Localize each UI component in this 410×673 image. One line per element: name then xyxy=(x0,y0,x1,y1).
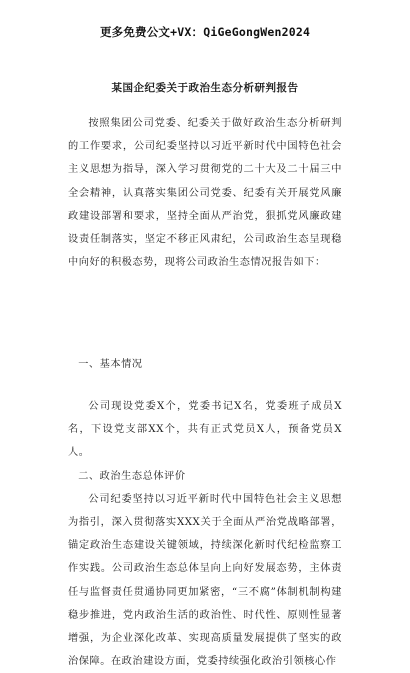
intro-section xyxy=(68,112,342,274)
document-title: 某国企纪委关于政治生态分析研判报告 xyxy=(111,82,299,94)
watermark-text: 更多免费公文+VX：QiGeGongWen2024 xyxy=(99,25,311,39)
evaluation-paragraph: 公司纪委坚持以习近平新时代中国特色社会主义思想为指引，深入贯彻落实XXX关于全面从严治党战略部署，锚定政治生态建设关键领域，持续深化新时代纪检监察工作实践。公司政治生态总体呈向上向好发展态势，主体责任与监督责任贯通协同更加紧密，“三不腐”体制机制构建稳步推进，党内政治生活的政治性、时代性、原则性显著增强，为企业深化改革、实现高质量发展提供了坚实的政治保障。在政治建设方面，党委持续强化政治引领核心作 xyxy=(68,493,342,668)
section-basic-info xyxy=(68,353,342,376)
section-heading-basic-info: 一、基本情况 xyxy=(78,359,143,370)
intro-paragraph: 按照集团公司党委、纪委关于做好政治生态分析研判的工作要求，公司纪委坚持以习近平新时代中国特色社会主义思想为指导，深入学习贯彻党的二十大及二十届三中全会精神，认真落实集团公司党委、纪委有关开展党风廉政建设部署和要求，坚持全面从严治党，狠抓党风廉政建设责任制落实，坚定不移正风肃纪，公司政治生态呈现稳中向好的积极态势，现将公司政治生态情况报告如下： xyxy=(68,118,342,269)
section-basic-info-body xyxy=(68,395,342,673)
section-heading-evaluation: 二、政治生态总体评价 xyxy=(78,470,186,482)
basic-info-paragraph: 公司现设党委X个，党委书记X名，党委班子成员X名，下设党支部XX个，共有正式党员X人，预备党员X人。 xyxy=(68,401,342,459)
